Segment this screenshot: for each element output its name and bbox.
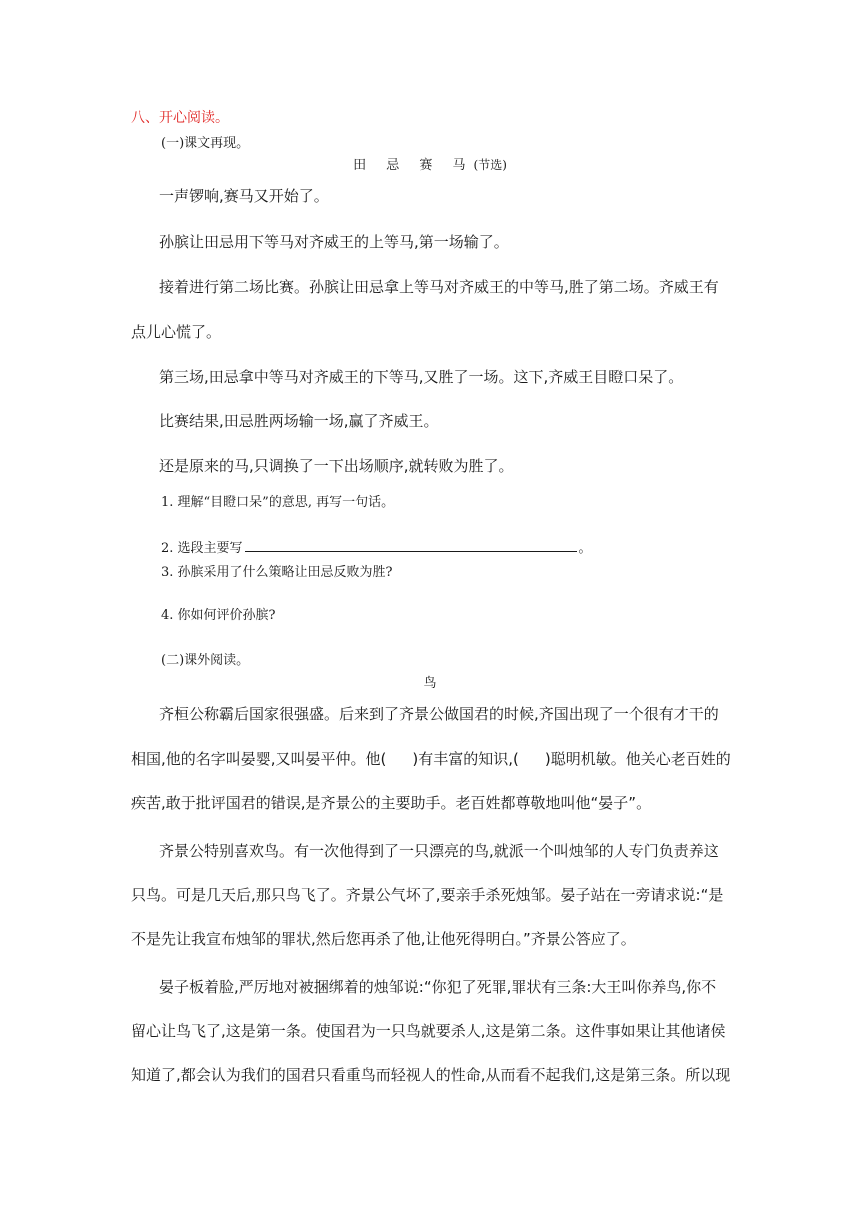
part1-title [0,154,860,173]
part2-line-segment: )有丰富的知识,( [412,750,519,768]
part2-line-segment: 相国,他的名字叫晏婴,又叫晏平仲。他( [131,750,387,768]
question-3: 3. 孙膑采用了什么策略让田忌反败为胜? [161,565,393,580]
question-2 [161,537,592,556]
part2-heading: (二)课外阅读。 [161,653,250,668]
part2-line: 晏子板着脸,严厉地对被捆绑着的烛邹说:“你犯了死罪,罪状有三条:大王叫你养鸟,你不 [159,978,717,996]
part2-line: 不是先让我宣布烛邹的罪状,然后您再杀了他,让他死得明白。”齐景公答应了。 [131,930,636,948]
part2-title: 鸟 [423,676,437,691]
part1-paragraph: 点儿心慌了。 [131,323,222,341]
question-1: 1. 理解“目瞪口呆”的意思, 再写一句话。 [161,495,395,510]
part2-line: 齐景公特别喜欢鸟。有一次他得到了一只漂亮的鸟,就派一个叫烛邹的人专门负责养这 [159,842,719,860]
part2-line-segment: )聪明机敏。他关心老百姓的 [544,750,731,768]
question-4: 4. 你如何评价孙膑? [161,608,276,623]
part1-paragraph: 孙膑让田忌用下等马对齐威王的上等马,第一场输了。 [159,233,509,251]
part2-line: 只鸟。可是几天后,那只鸟飞了。齐景公气坏了,要亲手杀死烛邹。晏子站在一旁请求说:“是 [131,886,724,904]
part2-line [131,748,731,769]
part2-line: 知道了,都会认为我们的国君只看重鸟而轻视人的性命,从而看不起我们,这是第三条。所以现 [131,1066,731,1084]
part2-line: 留心让鸟飞了,这是第一条。使国君为一只鸟就要杀人,这是第二条。这件事如果让其他诸侯 [131,1022,726,1040]
answer-blank[interactable] [245,538,577,552]
part1-heading: (一)课文再现。 [161,136,250,151]
part2-line: 齐桓公称霸后国家很强盛。后来到了齐景公做国君的时候,齐国出现了一个很有才干的 [159,705,719,723]
part1-paragraph: 还是原来的马,只调换了一下出场顺序,就转败为胜了。 [159,457,514,475]
part2-line: 疾苦,敢于批评国君的错误,是齐景公的主要助手。老百姓都尊敬地叫他“晏子”。 [131,794,652,812]
part1-paragraph: 比赛结果,田忌胜两场输一场,赢了齐威王。 [159,412,439,430]
part1-title-main: 田 忌 赛 马 [353,158,474,173]
part1-paragraph: 第三场,田忌拿中等马对齐威王的下等马,又胜了一场。这下,齐威王目瞪口呆了。 [159,368,684,386]
part1-paragraph: 接着进行第二场比赛。孙膑让田忌拿上等马对齐威王的中等马,胜了第二场。齐威王有 [159,278,719,296]
question-2-suffix: 。 [578,541,592,556]
part1-title-note: (节选) [473,158,507,172]
section-title: 八、开心阅读。 [131,110,229,126]
question-2-prefix: 2. 选段主要写 [161,541,243,556]
part1-paragraph: 一声锣响,赛马又开始了。 [159,187,329,205]
